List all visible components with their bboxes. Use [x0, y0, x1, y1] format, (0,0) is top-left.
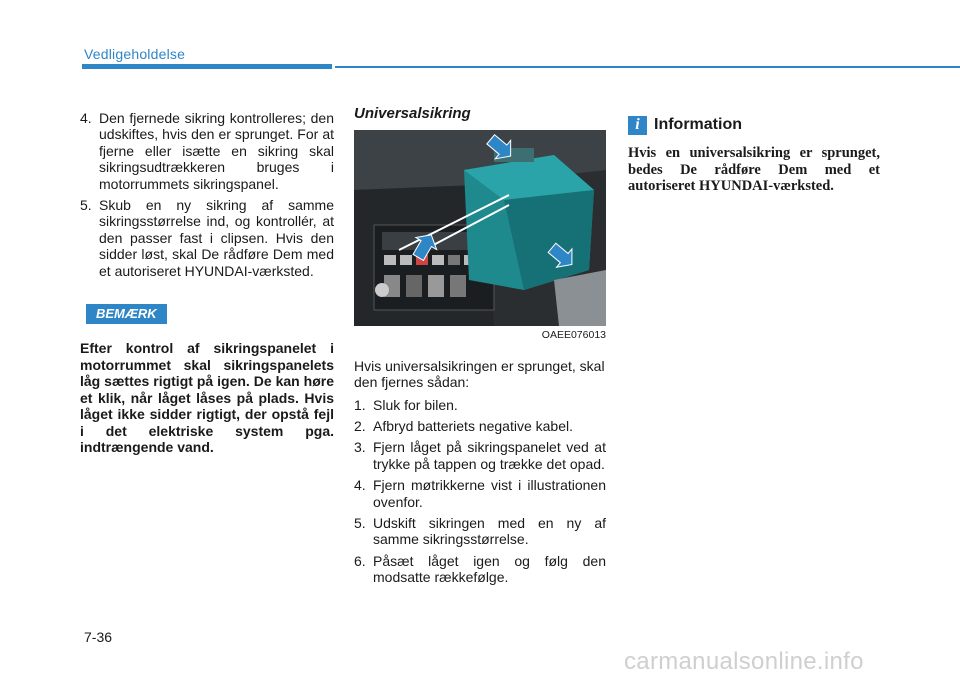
list-item	[354, 515, 606, 548]
list-item	[354, 397, 606, 413]
item-number: 1.	[354, 396, 366, 413]
info-header	[628, 116, 880, 135]
item-number: 2.	[354, 418, 366, 435]
item-number: 4.	[80, 110, 92, 126]
middle-column	[354, 105, 606, 591]
image-caption: OAEE076013	[541, 329, 606, 342]
list-item	[80, 197, 334, 279]
note-text: Efter kontrol af sikringspanelet i motorrummet skal sikringspanelets låg sættes rigtigt på igen. De kan høre et klik, når låget låses på plads. Hvis låget ikke sidder rigtigt, der opstå fejl i det elektriske system pga. indtrængende vand.	[80, 340, 334, 455]
header-rule-thin	[335, 66, 960, 68]
left-column	[80, 110, 334, 455]
watermark: carmanualsonline.info	[624, 648, 864, 675]
fuse-box-photo	[354, 130, 606, 326]
page-number: 7-36	[84, 629, 113, 645]
item-text: Skub en ny sikring af samme sikringsstørrelse ind, og kontrollér, at den passer fast i clipsen. Hvis den sidder løst, skal De rådføre Dem med et autoriseret HYUNDAI-værksted.	[99, 197, 334, 279]
info-text: Hvis en universalsikring er sprunget, bedes De rådføre Dem med et autoriseret HYUNDAI-værksted.	[628, 145, 880, 194]
right-column	[628, 116, 880, 195]
header-rule-thick	[82, 64, 332, 69]
intro-paragraph: Hvis universalsikringen er sprunget, skal den fjernes sådan:	[354, 357, 605, 391]
list-item	[354, 439, 606, 472]
list-item	[354, 418, 606, 434]
item-text: Fjern låget på sikringspanelet ved at trykke på tappen og trække det opad.	[373, 439, 606, 472]
section-title: Vedligeholdelse	[84, 46, 186, 62]
info-icon: i	[628, 116, 647, 135]
item-number: 6.	[354, 552, 366, 569]
item-text: Udskift sikringen med en ny af samme sikringsstørrelse.	[373, 515, 606, 548]
list-item	[354, 477, 606, 510]
section-heading: Universalsikring	[354, 105, 471, 122]
item-number: 5.	[354, 515, 366, 532]
item-text: Den fjernede sikring kontrolleres; den udskiftes, hvis den er sprunget. For at fjerne eller isætte en sikring skal sikringsudtrækkeren bruges i motorrummets sikringspanel.	[99, 110, 334, 192]
item-text: Påsæt låget igen og følg den modsatte rækkefølge.	[373, 552, 606, 586]
list-item	[354, 553, 606, 586]
note-badge: BEMÆRK	[86, 304, 167, 324]
item-number: 4.	[354, 477, 366, 494]
item-number: 5.	[80, 197, 92, 214]
item-text: Fjern møtrikkerne vist i illustrationen ovenfor.	[373, 477, 606, 510]
list-item	[80, 110, 334, 192]
info-title: Information	[654, 116, 742, 134]
item-text: Sluk for bilen.	[373, 396, 458, 413]
item-number: 3.	[354, 439, 366, 456]
item-text: Afbryd batteriets negative kabel.	[373, 418, 574, 435]
